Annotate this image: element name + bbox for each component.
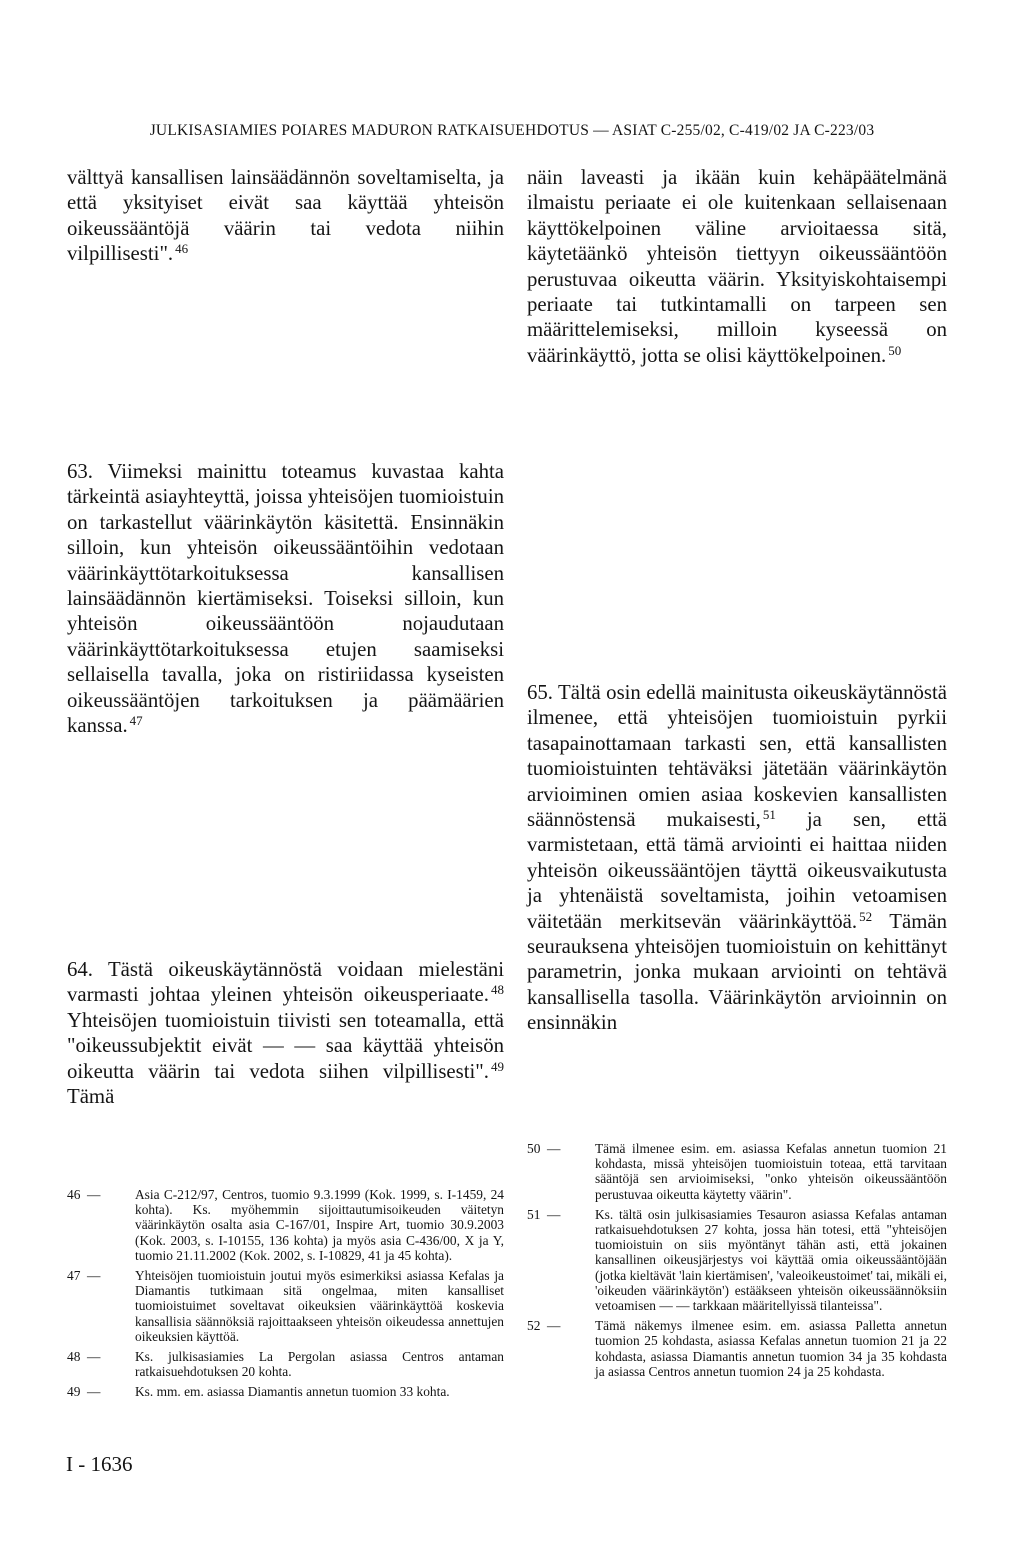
paragraph-65-text-1: 65. Tältä osin edellä mainitusta oikeuskäytännöstä ilmenee, että yhteisöjen tuomioistuin pyrkii tasapainottamaan tarkasti sen, että kansallisten tuomioistuinten tehtäväksi jätetään väärinkäytön arvioiminen omien asiaa koskevien kansallisten säännöstensä mukaisesti, xyxy=(527,681,947,832)
paragraph-65-text-3: Tämän seurauksena yhteisöjen tuomioistuin on kehittänyt parametrin, jonka mukaan arviointi on tehtävä kansallisella tasolla. Väärinkäytön arvioinnin on ensinnäkin xyxy=(527,909,948,1035)
footnote-text: Tämä näkemys ilmenee esim. em. asiassa Palletta annetun tuomion 25 kohdasta, asiassa Kefalas annetun tuomion 21 ja 22 kohdasta, asiassa Diamantis annetun tuomion 34 ja 35 kohdasta ja asiassa Centros annetun tuomion 24 ja 25 kohdasta. xyxy=(595,1318,947,1379)
footnote-dash: — xyxy=(547,1318,561,1334)
paragraph-65 xyxy=(527,680,947,1036)
footnotes-left xyxy=(67,1187,504,1405)
footnote-number: 51 xyxy=(527,1206,541,1222)
page-number: I - 1636 xyxy=(66,1452,133,1476)
footnote-dash: — xyxy=(87,1384,101,1400)
continuation-text: näin laveasti ja ikään kuin kehäpäätelmänä ilmaistu periaate ei ole kuitenkaan sellaisenaan käyttökelpoinen väline arvioitaessa sitä, käytetäänkö yhteisön tiettyyn oikeussääntöön perustuvaa oikeutta väärin. Yksityiskohtaisempi periaate tai tutkintamalli on tarpeen sen määrittelemiseksi, milloin kyseessä on väärinkäyttö, jotta se olisi käyttökelpoinen. xyxy=(527,166,947,367)
footnote-50 xyxy=(527,1141,947,1202)
footnote-dash: — xyxy=(87,1268,101,1284)
paragraph-64-text-1: 64. Tästä oikeuskäytännöstä voidaan mielestäni varmasti johtaa yleinen yhteisön oikeusperiaate. xyxy=(67,958,504,1007)
footnote-text: Ks. mm. em. asiassa Diamantis annetun tuomion 33 kohta. xyxy=(135,1384,450,1400)
footnote-ref-47[interactable]: 47 xyxy=(129,713,143,729)
paragraph-64 xyxy=(67,957,504,1109)
footnote-dash: — xyxy=(87,1187,101,1202)
footnote-number: 48 xyxy=(67,1349,81,1365)
intro-paragraph xyxy=(67,165,504,267)
footnote-number: 46 xyxy=(67,1187,81,1202)
footnote-dash: — xyxy=(547,1206,561,1222)
footnote-number: 47 xyxy=(67,1268,81,1284)
running-header: JULKISASIAMIES POIARES MADURON RATKAISUEHDOTUS — ASIAT C-255/02, C-419/02 JA C-223/03 xyxy=(149,122,875,139)
footnote-dash: — xyxy=(547,1141,561,1156)
footnote-ref-51[interactable]: 51 xyxy=(762,807,776,823)
footnote-ref-50[interactable]: 50 xyxy=(888,342,902,358)
footnote-52 xyxy=(527,1318,947,1379)
footnote-ref-49[interactable]: 49 xyxy=(491,1058,504,1074)
footnote-number: 49 xyxy=(67,1384,81,1400)
footnote-ref-52[interactable]: 52 xyxy=(859,908,873,924)
footnotes-right xyxy=(527,1141,947,1384)
paragraph-64-text-2: Yhteisöjen tuomioistuin tiivisti sen toteamalla, että "oikeussubjektit eivät — — saa käyttää yhteisön oikeutta väärin tai vedota siihen vilpillisesti". xyxy=(67,1008,504,1083)
footnote-number: 52 xyxy=(527,1318,541,1334)
continuation-paragraph xyxy=(527,165,947,368)
footnote-text: Ks. julkisasiamies La Pergolan asiassa Centros antaman ratkaisuehdotuksen 20 kohta. xyxy=(135,1349,504,1380)
footnote-46 xyxy=(67,1187,504,1263)
footnote-text: Tämä ilmenee esim. em. asiassa Kefalas annetun tuomion 21 kohdasta, missä yhteisöjen tuomioistuin toteaa, että tarvitaan sääntöjä sen arvioimiseksi, "onko yhteisön oikeussääntöön perustuvaa oikeutta käytetty väärin". xyxy=(595,1141,947,1202)
paragraph-64-text-3: Tämä xyxy=(67,1085,115,1109)
footnote-text: Yhteisöjen tuomioistuin joutui myös esimerkiksi asiassa Kefalas ja Diamantis tutkimaan sitä ongelmaa, miten kansalliset tuomioistuimet soveltavat oikeuksien väärinkäyttöä koskevia kansallisia säännöksiä rajoittaakseen yhteisön oikeudessa annettujen oikeuksien käyttöä. xyxy=(135,1268,504,1344)
paragraph-63 xyxy=(67,459,504,738)
footnote-number: 50 xyxy=(527,1141,541,1156)
footnote-dash: — xyxy=(87,1349,101,1365)
footnote-ref-48[interactable]: 48 xyxy=(491,982,504,998)
footnote-51 xyxy=(527,1207,947,1313)
footnote-49 xyxy=(67,1384,504,1399)
paragraph-63-text: 63. Viimeksi mainittu toteamus kuvastaa kahta tärkeintä asiayhteyttä, joissa yhteisöjen tuomioistuin on tarkastellut väärinkäytön käsitettä. Ensinnäkin silloin, kun yhteisön oikeussääntöihin vedotaan väärinkäyttötarkoituksessa kansallisen lainsäädännön kiertämiseksi. Toiseksi silloin, kun yhteisön oikeussääntöön nojaudutaan väärinkäyttötarkoituksessa etujen saamiseksi sellaisella tavalla, joka on ristiriidassa kyseisten oikeussääntöjen tarkoituksen ja päämäärien kanssa. xyxy=(67,460,504,738)
intro-text: välttyä kansallisen lainsäädännön soveltamiselta, ja että yksityiset eivät saa käyttää yhteisön oikeussääntöjä väärin tai vedota niihin vilpillisesti". xyxy=(67,166,504,266)
footnote-text: Ks. tältä osin julkisasiamies Tesauron asiassa Kefalas antaman ratkaisuehdotuksen 27 kohta, jossa hän totesi, että "yhteisöjen tuomioistuin on siis myöntänyt tähän asti, että jokainen kansallinen oikeusjärjestys voi käyttää omia oikeussääntöjään (jotka kieltävät 'lain kiertämisen', 'valeoikeustoimet' tai, mikäli ei, 'oikeuden väärinkäytön') estääkseen yhteisön oikeussäännöksiin vetoamisen — — tarkkaan määritellyissä tilanteissa". xyxy=(595,1206,947,1314)
footnote-48 xyxy=(67,1349,504,1379)
footnote-text: Asia C-212/97, Centros, tuomio 9.3.1999 (Kok. 1999, s. I-1459, 24 kohta). Ks. myöhemmin sijoittautumisoikeuden väitetyn väärinkäytön osalta asia C-167/01, Inspire Art, tuomio 30.9.2003 (Kok. 2003, s. I-10155, 136 kohta) ja myös asia C-436/00, X ja Y, tuomio 21.11.2002 (Kok. 2002, s. I-10829, 41 ja 45 kohta). xyxy=(135,1187,504,1263)
footnote-ref-46[interactable]: 46 xyxy=(175,241,189,257)
paragraph-65-text-2: ja sen, että varmistetaan, että tämä arviointi ei haittaa niiden yhteisön oikeussääntöjen täyttä oikeusvaikutusta ja yhtenäistä soveltamista, joihin vetoamisen väitetään merkitsevän väärinkäyttöä. xyxy=(527,808,947,933)
footnote-47 xyxy=(67,1268,504,1344)
